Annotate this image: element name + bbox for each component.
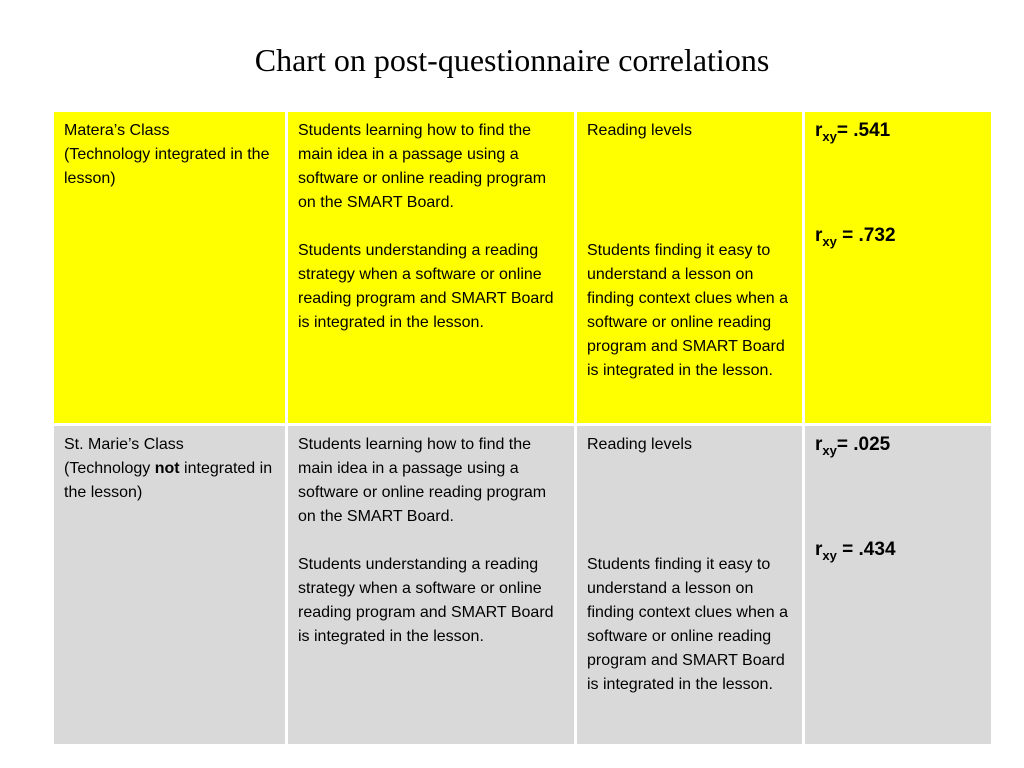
correlation-cell: [804, 111, 993, 425]
item-text: Students understanding a reading strategy when a software or online reading program and SMART Board is integrated in the lesson.: [298, 242, 554, 331]
correlation-value: $r_{xy}= .025$: [815, 434, 891, 458]
table-row: [53, 425, 993, 746]
measure-text: Reading levels: [587, 436, 692, 453]
class-description-end: integrated in the lesson): [64, 460, 273, 501]
item-text: Students learning how to find the main idea in a passage using a software or online reading program on the SMART Board.: [298, 436, 547, 525]
item-cell: [287, 111, 576, 425]
class-cell: [53, 111, 287, 425]
measure-cell: [576, 111, 804, 425]
measure-text: Students finding it easy to understand a lesson on finding context clues when a software or online reading program and SMART Board is integrated in the lesson.: [587, 556, 789, 693]
class-description: (Technology: [64, 460, 155, 477]
correlation-value: $r_{xy} = .434$: [815, 539, 896, 563]
measure-text: Students finding it easy to understand a lesson on finding context clues when a software or online reading program and SMART Board is integrated in the lesson.: [587, 242, 789, 379]
class-name: Matera’s Class: [64, 122, 170, 139]
slide-title: Chart on post-questionnaire correlations: [254, 42, 770, 78]
correlation-cell: [804, 425, 993, 746]
correlation-table: [51, 109, 994, 747]
item-text: Students learning how to find the main idea in a passage using a software or online reading program on the SMART Board.: [298, 122, 547, 211]
item-text: Students understanding a reading strategy when a software or online reading program and SMART Board is integrated in the lesson.: [298, 556, 554, 645]
measure-cell: [576, 425, 804, 746]
correlation-value: $r_{xy}= .541$: [815, 120, 891, 144]
class-not-emphasis: not: [154, 460, 180, 477]
class-description: (Technology integrated in the lesson): [64, 146, 270, 187]
correlation-value: $r_{xy} = .732$: [815, 225, 896, 249]
item-cell: [287, 425, 576, 746]
table-row: [53, 111, 993, 425]
measure-text: Reading levels: [587, 122, 692, 139]
class-cell: [53, 425, 287, 746]
class-name: St. Marie’s Class: [64, 436, 184, 453]
